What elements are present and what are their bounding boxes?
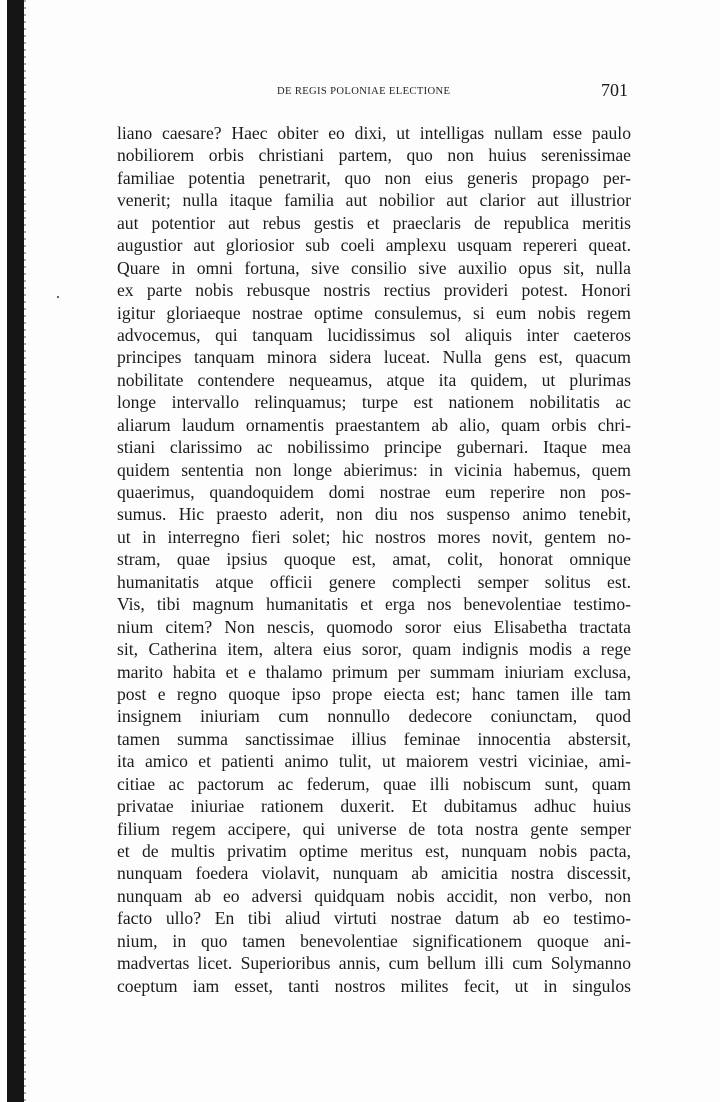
text-line: madvertas licet. Superioribus annis, cum bellum illi cum Solymanno [117, 953, 631, 974]
text-line: igitur gloriaeque nostrae optime consulemus, si eum nobis regem [117, 302, 631, 323]
text-line: et de multis privatim optime meritus est, nunquam nobis pacta, [117, 841, 631, 861]
scan-speck [57, 296, 59, 298]
text-line: coeptum iam esset, tanti nostros milites fecit, ut in singulos [117, 975, 631, 996]
text-line: nunquam foedera violavit, nunquam ab amicitia nostra discessit, [117, 863, 631, 884]
text-line: filium regem accipere, qui universe de tota nostra gente semper [117, 818, 631, 839]
text-line: insignem iniuriam cum nonnullo dedecore coniunctam, quod [117, 706, 631, 727]
text-line: quaerimus, quandoquidem domi nostrae eum reperire non pos- [117, 482, 631, 502]
text-line: stram, quae ipsius quoque est, amat, colit, honorat omnique [117, 549, 631, 570]
text-line: citiae ac pactorum ac federum, quae illi nobiscum sunt, quam [117, 773, 631, 794]
text-line: humanitatis atque officii genere complecti semper solitus est. [117, 571, 631, 592]
text-line: nobiliorem orbis christiani partem, quo non huius serenissimae [117, 145, 631, 166]
text-line: aut potentior aut rebus gestis et praeclaris de republica meritis [117, 212, 631, 233]
running-head [117, 80, 630, 102]
text-line: principes tanquam minora sidera luceat. Nulla gens est, quacum [117, 347, 631, 368]
text-line: ut in interregno fieri solet; hic nostros mores novit, gentem no- [117, 526, 631, 547]
running-title: DE REGIS POLONIAE ELECTIONE [277, 86, 451, 97]
text-line: sumus. Hic praesto aderit, non diu nos suspenso animo tenebit, [117, 504, 631, 525]
text-line: quidem sententia non longe abierimus: in vicinia habemus, quem [117, 459, 631, 480]
page-number: 701 [601, 80, 628, 100]
text-line: liano caesare? Haec obiter eo dixi, ut intelligas nullam esse paulo [117, 123, 631, 143]
text-line: sit, Catherina item, altera eius soror, quam indignis modis a rege [117, 639, 631, 660]
text-line: nium, in quo tamen benevolentiae significationem quoque ani- [117, 930, 631, 951]
body-text [117, 122, 631, 997]
scanned-binding-edge [7, 0, 24, 1102]
text-line: ex parte nobis rebusque nostris rectius provideri potest. Honori [117, 280, 631, 301]
text-line: longe intervallo relinquamus; turpe est nationem nobilitatis ac [117, 392, 631, 413]
text-line: venerit; nulla itaque familia aut nobilior aut clarior aut illustrior [117, 190, 631, 211]
text-line: Quare in omni fortuna, sive consilio sive auxilio opus sit, nulla [117, 257, 631, 278]
text-line: facto ullo? En tibi aliud virtuti nostrae datum ab eo testimo- [117, 908, 631, 929]
text-line: Vis, tibi magnum humanitatis et erga nos benevolentiae testimo- [117, 594, 631, 615]
text-line: aliarum laudum ornamentis praestantem ab alio, quam orbis chri- [117, 414, 631, 435]
text-line: advocemus, qui tanquam lucidissimus sol aliquis inter caeteros [117, 324, 631, 345]
text-line: tamen summa sanctissimae illius feminae innocentia abstersit, [117, 728, 631, 749]
text-line: privatae iniuriae rationem duxerit. Et dubitamus adhuc huius [117, 796, 631, 817]
text-line: nunquam ab eo adversi quidquam nobis accidit, non verbo, non [117, 885, 631, 906]
text-line: augustior aut gloriosior sub coeli amplexu usquam repereri queat. [117, 235, 631, 256]
text-line: stiani clarissimo ac nobilissimo principe gubernari. Itaque mea [117, 437, 631, 458]
text-line: marito habita et e thalamo primum per summam iniuriam exclusa, [117, 661, 631, 682]
text-line: post e regno quoque ipso prope eiecta est; hanc tamen ille tam [117, 683, 631, 704]
text-line: familiae potentia penetrarit, quo non eius generis propago per- [117, 167, 631, 188]
text-line: ita amico et patienti animo tulit, ut maiorem vestri viciniae, ami- [117, 751, 631, 772]
text-line: nium citem? Non nescis, quomodo soror eius Elisabetha tractata [117, 616, 631, 637]
text-line: nobilitate contendere nequeamus, atque ita quidem, ut plurimas [117, 369, 631, 390]
